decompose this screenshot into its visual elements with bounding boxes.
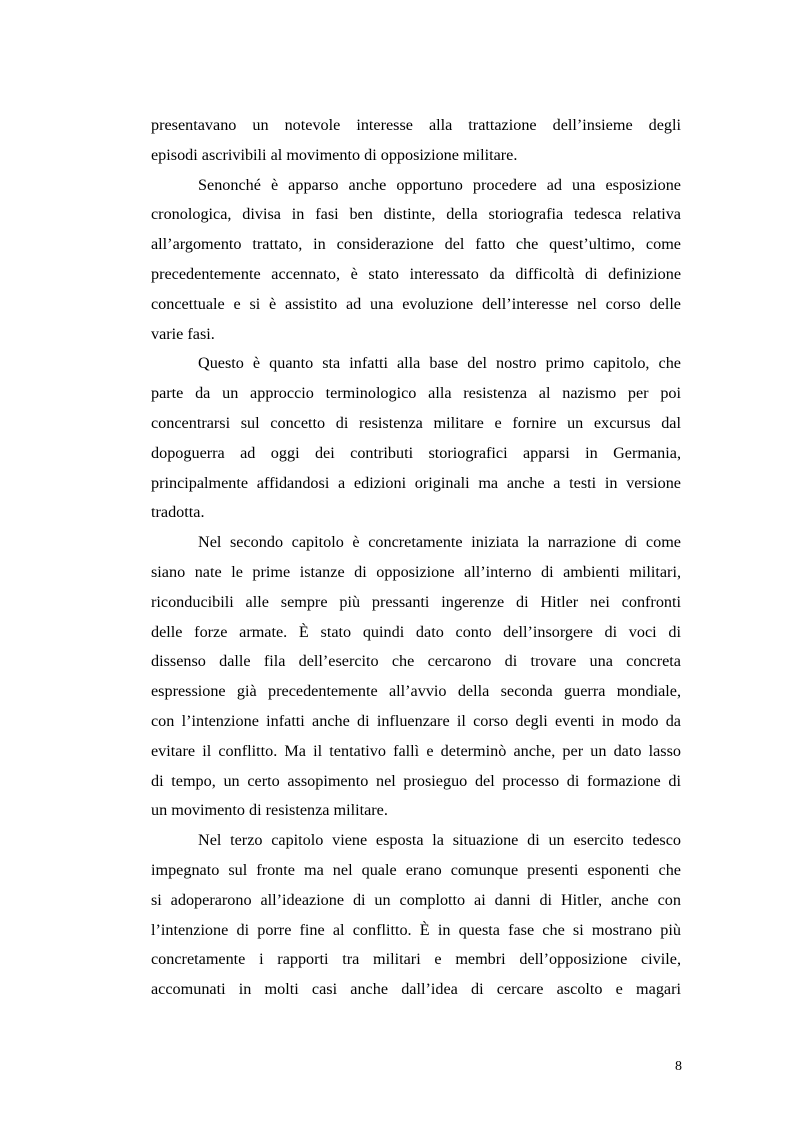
text-line: espressione già precedentemente all’avvio della seconda guerra mondiale, [151,682,681,701]
paragraph [151,349,681,528]
page-number: 8 [675,1059,682,1074]
text-line: presentavano un notevole interesse alla trattazione dell’insieme degli [151,116,681,134]
text-line: si adoperarono all’ideazione di un complotto ai danni di Hitler, anche con [151,890,681,909]
text-line: principalmente affidandosi a edizioni originali ma anche a testi in versione [151,473,681,492]
paragraph [151,171,681,350]
text-line: concettuale e si è assistito ad una evoluzione dell’interesse nel corso delle [151,294,681,313]
paragraph [151,111,681,171]
text-line: parte da un approccio terminologico alla resistenza al nazismo per poi [151,384,681,403]
text-line: un movimento di resistenza militare. [151,801,388,820]
text-line: delle forze armate. È stato quindi dato conto dell’insorgere di voci di [151,622,681,641]
text-line: impegnato sul fronte ma nel quale erano comunque presenti esponenti che [151,860,681,879]
text-line: cronologica, divisa in fasi ben distinte, della storiografia tedesca relativa [151,205,681,224]
paragraph [151,826,681,1005]
text-line: varie fasi. [151,324,215,343]
text-line: Senonché è apparso anche opportuno procedere ad una esposizione [198,175,681,194]
text-line: concentrarsi sul concetto di resistenza militare e fornire un excursus dal [151,413,681,432]
text-line: siano nate le prime istanze di opposizione all’interno di ambienti militari, [151,562,681,581]
text-line: precedentemente accennato, è stato interessato da difficoltà di definizione [151,264,681,283]
text-line: riconducibili alle sempre più pressanti ingerenze di Hitler nei confronti [151,592,681,611]
body-text [151,111,681,1005]
text-line: all’argomento trattato, in considerazione del fatto che quest’ultimo, come [151,235,681,254]
text-line: Questo è quanto sta infatti alla base del nostro primo capitolo, che [198,354,681,373]
text-line: di tempo, un certo assopimento nel prosieguo del processo di formazione di [151,771,681,790]
text-line: evitare il conflitto. Ma il tentativo fallì e determinò anche, per un dato lasso [151,741,681,760]
text-line: episodi ascrivibili al movimento di opposizione militare. [151,145,518,164]
paragraph [151,528,681,826]
text-line: tradotta. [151,503,205,522]
text-line: dopoguerra ad oggi dei contributi storiografici apparsi in Germania, [151,443,681,462]
text-line: Nel secondo capitolo è concretamente iniziata la narrazione di come [198,533,681,552]
text-line: con l’intenzione infatti anche di influenzare il corso degli eventi in modo da [151,711,681,730]
text-line: l’intenzione di porre fine al conflitto. È in questa fase che si mostrano più [151,920,681,939]
text-line: accomunati in molti casi anche dall’idea di cercare ascolto e magari [151,980,681,999]
text-line: concretamente i rapporti tra militari e membri dell’opposizione civile, [151,950,681,969]
text-line: Nel terzo capitolo viene esposta la situazione di un esercito tedesco [198,831,681,850]
text-line: dissenso dalle fila dell’esercito che cercarono di trovare una concreta [151,652,681,671]
